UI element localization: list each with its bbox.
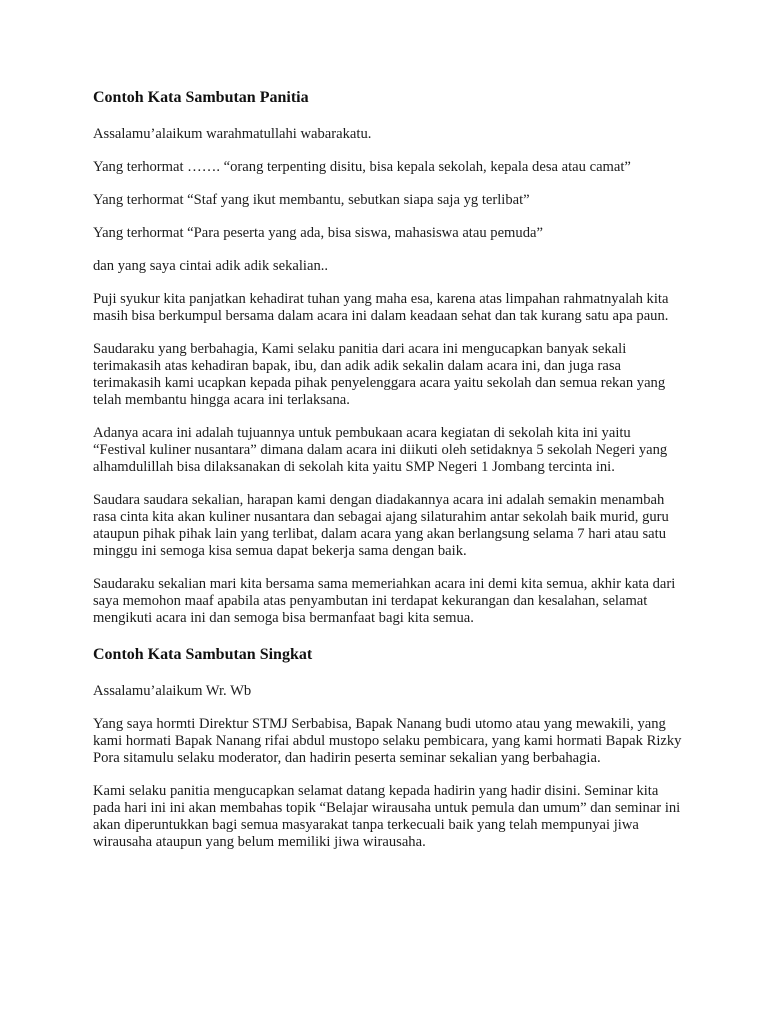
paragraph: Saudara saudara sekalian, harapan kami dengan diadakannya acara ini adalah semakin menambah rasa cinta kita akan kuliner nusantara dan sebagai ajang silaturahim antar sekolah baik murid, guru ataupun pihak pihak lain yang terlibat, dalam acara yang akan berlangsung selama 7 hari atau satu minggu ini semoga kisa semua dapat bekerja sama dengan baik. xyxy=(93,492,669,559)
paragraph: Yang terhormat “Staf yang ikut membantu, sebutkan siapa saja yg terlibat” xyxy=(93,192,530,208)
paragraph: Saudaraku yang berbahagia, Kami selaku panitia dari acara ini mengucapkan banyak sekali terimakasih atas kehadiran bapak, ibu, dan adik adik sekalin dalam acara ini, dan juga rasa terimakasih kami ucapkan kepada pihak penyelenggara acara yaitu sekolah dan semua rekan yang telah membantu hingga acara ini terlaksana. xyxy=(93,341,666,408)
paragraph: Assalamu’alaikum warahmatullahi wabarakatu. xyxy=(93,126,372,142)
paragraph: Yang terhormat “Para peserta yang ada, bisa siswa, mahasiswa atau pemuda” xyxy=(93,225,543,241)
paragraph: Assalamu’alaikum Wr. Wb xyxy=(93,683,252,699)
paragraph: Yang terhormat ……. “orang terpenting disitu, bisa kepala sekolah, kepala desa atau camat” xyxy=(93,159,631,175)
section-title-panitia: Contoh Kata Sambutan Panitia xyxy=(93,89,309,106)
paragraph: Saudaraku sekalian mari kita bersama sama memeriahkan acara ini demi kita semua, akhir kata dari saya memohon maaf apabila atas penyambutan ini terdapat kekurangan dan kesalahan, selamat mengikuti acara ini dan semoga bisa bermanfaat bagi kita semua. xyxy=(93,576,676,626)
paragraph: Kami selaku panitia mengucapkan selamat datang kepada hadirin yang hadir disini. Seminar kita pada hari ini ini akan membahas topik “Belajar wirausaha untuk pemula dan umum” dan seminar ini akan diperuntukkan bagi semua masyarakat tanpa terkecuali baik yang telah mempunyai jiwa wirausaha ataupun yang belum memiliki jiwa wirausaha. xyxy=(93,783,681,850)
paragraph: Puji syukur kita panjatkan kehadirat tuhan yang maha esa, karena atas limpahan rahmatnyalah kita masih bisa berkumpul bersama dalam acara ini dalam keadaan sehat dan tak kurang satu apa paun. xyxy=(93,291,669,324)
section-title-singkat: Contoh Kata Sambutan Singkat xyxy=(93,646,313,663)
paragraph: dan yang saya cintai adik adik sekalian.. xyxy=(93,258,329,274)
document-page xyxy=(93,87,683,867)
paragraph: Adanya acara ini adalah tujuannya untuk pembukaan acara kegiatan di sekolah kita ini yaitu “Festival kuliner nusantara” dimana dalam acara ini diikuti oleh setidaknya 5 sekolah Negeri yang alhamdulillah bisa dilaksanakan di sekolah kita yaitu SMP Negeri 1 Jombang tercinta ini. xyxy=(93,425,668,475)
paragraph: Yang saya hormti Direktur STMJ Serbabisa, Bapak Nanang budi utomo atau yang mewakili, yang kami hormati Bapak Nanang rifai abdul mustopo selaku pembicara, yang kami hormati Bapak Rizky Pora sitamulu selaku moderator, dan hadirin peserta seminar sekalian yang berbahagia. xyxy=(93,716,682,766)
